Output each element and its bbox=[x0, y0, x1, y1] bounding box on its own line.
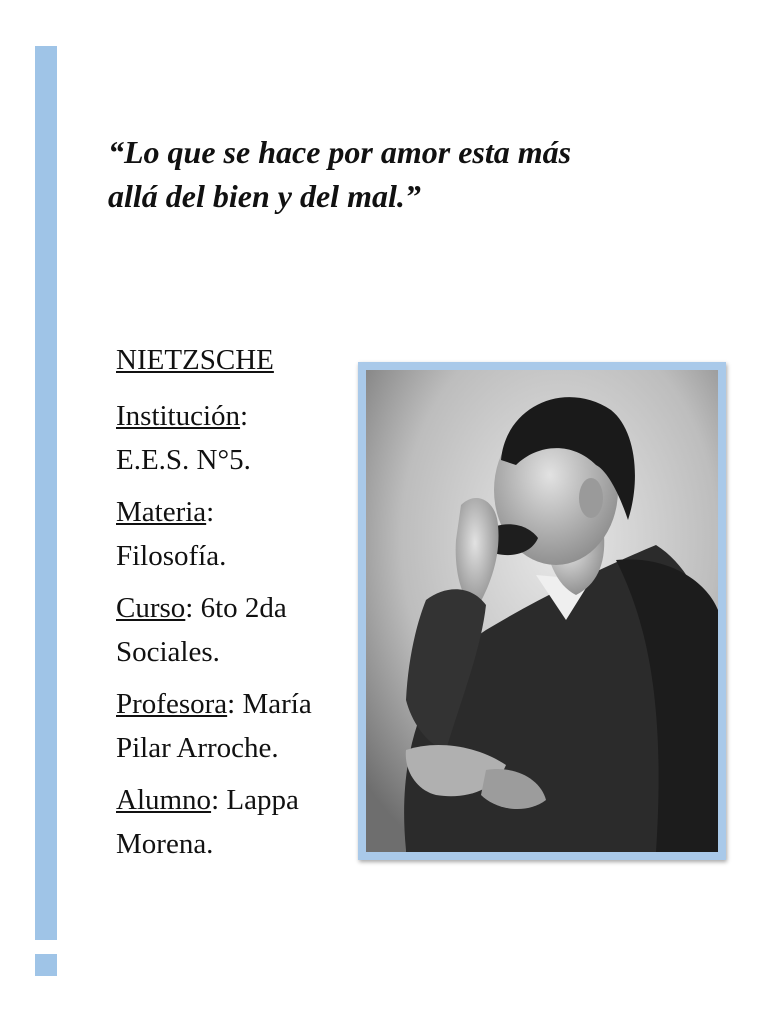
course-value: 6to 2da bbox=[200, 592, 287, 624]
portrait-illustration bbox=[366, 370, 718, 852]
quote-line-1: “Lo que se hace por amor esta más bbox=[108, 134, 572, 170]
portrait-photo bbox=[358, 362, 726, 860]
quote-line-2: allá del bien y del mal.” bbox=[108, 178, 421, 214]
subject-value: Filosofía. bbox=[116, 540, 227, 572]
student-entry: Alumno: Lappa Morena. bbox=[116, 784, 299, 860]
teacher-entry: Profesora: María Pilar Arroche. bbox=[116, 688, 312, 764]
course-entry: Curso: 6to 2da Sociales. bbox=[116, 592, 287, 668]
epigraph-quote bbox=[108, 130, 668, 218]
student-value: Lappa bbox=[226, 784, 299, 816]
student-label: Alumno bbox=[116, 784, 212, 816]
teacher-label: Profesora bbox=[116, 688, 228, 720]
student-value-cont: Morena. bbox=[116, 828, 214, 860]
teacher-value: María bbox=[242, 688, 312, 720]
cover-info bbox=[116, 338, 356, 874]
course-label: Curso bbox=[116, 592, 186, 624]
left-accent-bar bbox=[35, 46, 57, 940]
subject-label: Materia bbox=[116, 496, 207, 528]
course-value-cont: Sociales. bbox=[116, 636, 220, 668]
subject-entry: Materia: Filosofía. bbox=[116, 496, 227, 572]
page-title: NIETZSCHE bbox=[116, 344, 274, 376]
accent-square bbox=[35, 954, 57, 976]
institution-entry: Institución: E.E.S. N°5. bbox=[116, 400, 251, 476]
teacher-value-cont: Pilar Arroche. bbox=[116, 732, 279, 764]
institution-value: E.E.S. N°5. bbox=[116, 444, 251, 476]
institution-label: Institución bbox=[116, 400, 241, 432]
